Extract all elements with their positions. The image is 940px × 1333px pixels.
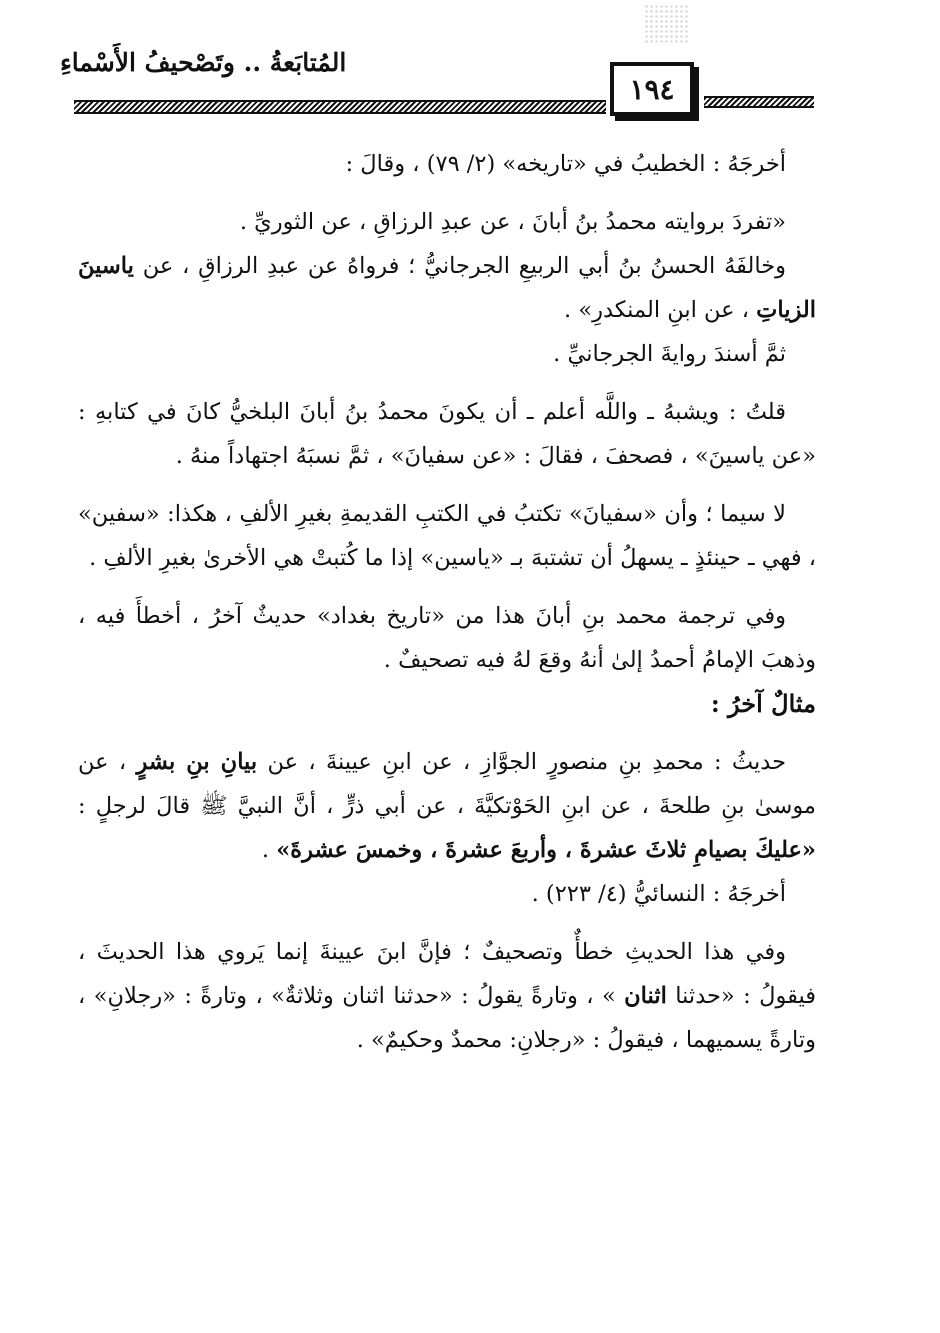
paragraph: أخرجَهُ : الخطيبُ في «تاريخه» (٢/ ٧٩) ، وقالَ : xyxy=(345,151,786,177)
running-title: المُتابَعةُ .. وتَصْحيفُ الأَسْماءِ xyxy=(60,48,347,77)
hadith-quote: «عليكَ بصيامِ ثلاثَ عشرةَ ، وأربعَ عشرةَ ، وخمسَ عشرةَ» xyxy=(276,837,816,863)
paragraph: وفي ترجمة محمد بنِ أبانَ هذا من «تاريخ بغداد» حديثٌ آخرُ ، أخطأَ فيه ، وذهبَ الإمامُ أحمدُ إلىٰ أنهُ وقعَ لهُ فيه تصحيفٌ . xyxy=(78,603,816,673)
paragraph: لا سيما ؛ وأن «سفيانَ» تكتبُ في الكتبِ القديمةِ بغيرِ الألفِ ، هكذا: «سفين» ، فهي ـ حينئذٍ ـ يسهلُ أن تشتبهَ بـ «ياسين» إذا ما كُتبتْ هي الأخرىٰ بغيرِ الألفِ . xyxy=(78,501,816,571)
paragraph: ثمَّ أسندَ روايةَ الجرجانيِّ . xyxy=(553,341,786,367)
paragraph xyxy=(78,244,816,332)
text-run: وخالفَهُ الحسنُ بنُ أبي الربيعِ الجرجانيُّ ؛ فرواهُ عن عبدِ الرزاقِ ، عن xyxy=(142,253,786,279)
section-heading: مثالٌ آخرُ : xyxy=(710,689,816,718)
page-body xyxy=(78,142,816,1062)
bold-word: اثنان xyxy=(624,983,667,1009)
text-run: ، عن موسىٰ بنِ طلحةَ ، عن ابنِ الحَوْتكيَّةَ ، عن أبي ذرٍّ ، أنَّ النبيَّ ﷺ قالَ لرجلٍ : xyxy=(78,749,816,819)
paragraph xyxy=(78,930,816,1062)
bold-name: ياسينَ الزياتِ xyxy=(78,253,816,323)
paragraph: قلتُ : ويشبهُ ـ واللَّه أعلم ـ أن يكونَ محمدُ بنُ أبانَ البلخيُّ كانَ في كتابهِ : «عن ياسينَ» ، فصحفَ ، فقالَ : «عن سفيانَ» ، ثمَّ نسبَهُ اجتهاداً منهُ . xyxy=(78,399,816,469)
header-rule-right xyxy=(704,96,814,108)
text-run: » ، وتارةً يقولُ : «حدثنا اثنان وثلاثةٌ» ، وتارةً : «رجلانِ» ، وتارةً يسميهما ، فيقولُ : «رجلانِ: محمدٌ وحكيمٌ» . xyxy=(78,983,816,1053)
text-run: وفي هذا الحديثِ خطأٌ وتصحيفٌ ؛ فإنَّ ابنَ عيينةَ إنما يَروي هذا الحديثَ ، فيقولُ : «حدثنا xyxy=(78,939,817,1009)
page-header xyxy=(0,0,940,130)
paragraph xyxy=(78,740,816,872)
page-number: ١٩٤ xyxy=(610,62,694,116)
paragraph: «تفردَ بروايته محمدُ بنُ أبانَ ، عن عبدِ الرزاقِ ، عن الثوريِّ . xyxy=(239,209,786,235)
text-run: . xyxy=(261,837,270,863)
paragraph: أخرجَهُ : النسائيُّ (٤/ ٢٢٣) . xyxy=(531,881,786,907)
ornament-mark xyxy=(644,4,688,44)
header-rule-left xyxy=(74,100,606,114)
bold-name: بيانِ بنِ بشرٍ xyxy=(136,749,258,775)
text-run: حديثُ : محمدِ بنِ منصورٍ الجوَّازِ ، عن ابنِ عيينةَ ، عن xyxy=(267,749,786,775)
text-run: ، عن ابنِ المنكدرِ» . xyxy=(564,297,750,323)
